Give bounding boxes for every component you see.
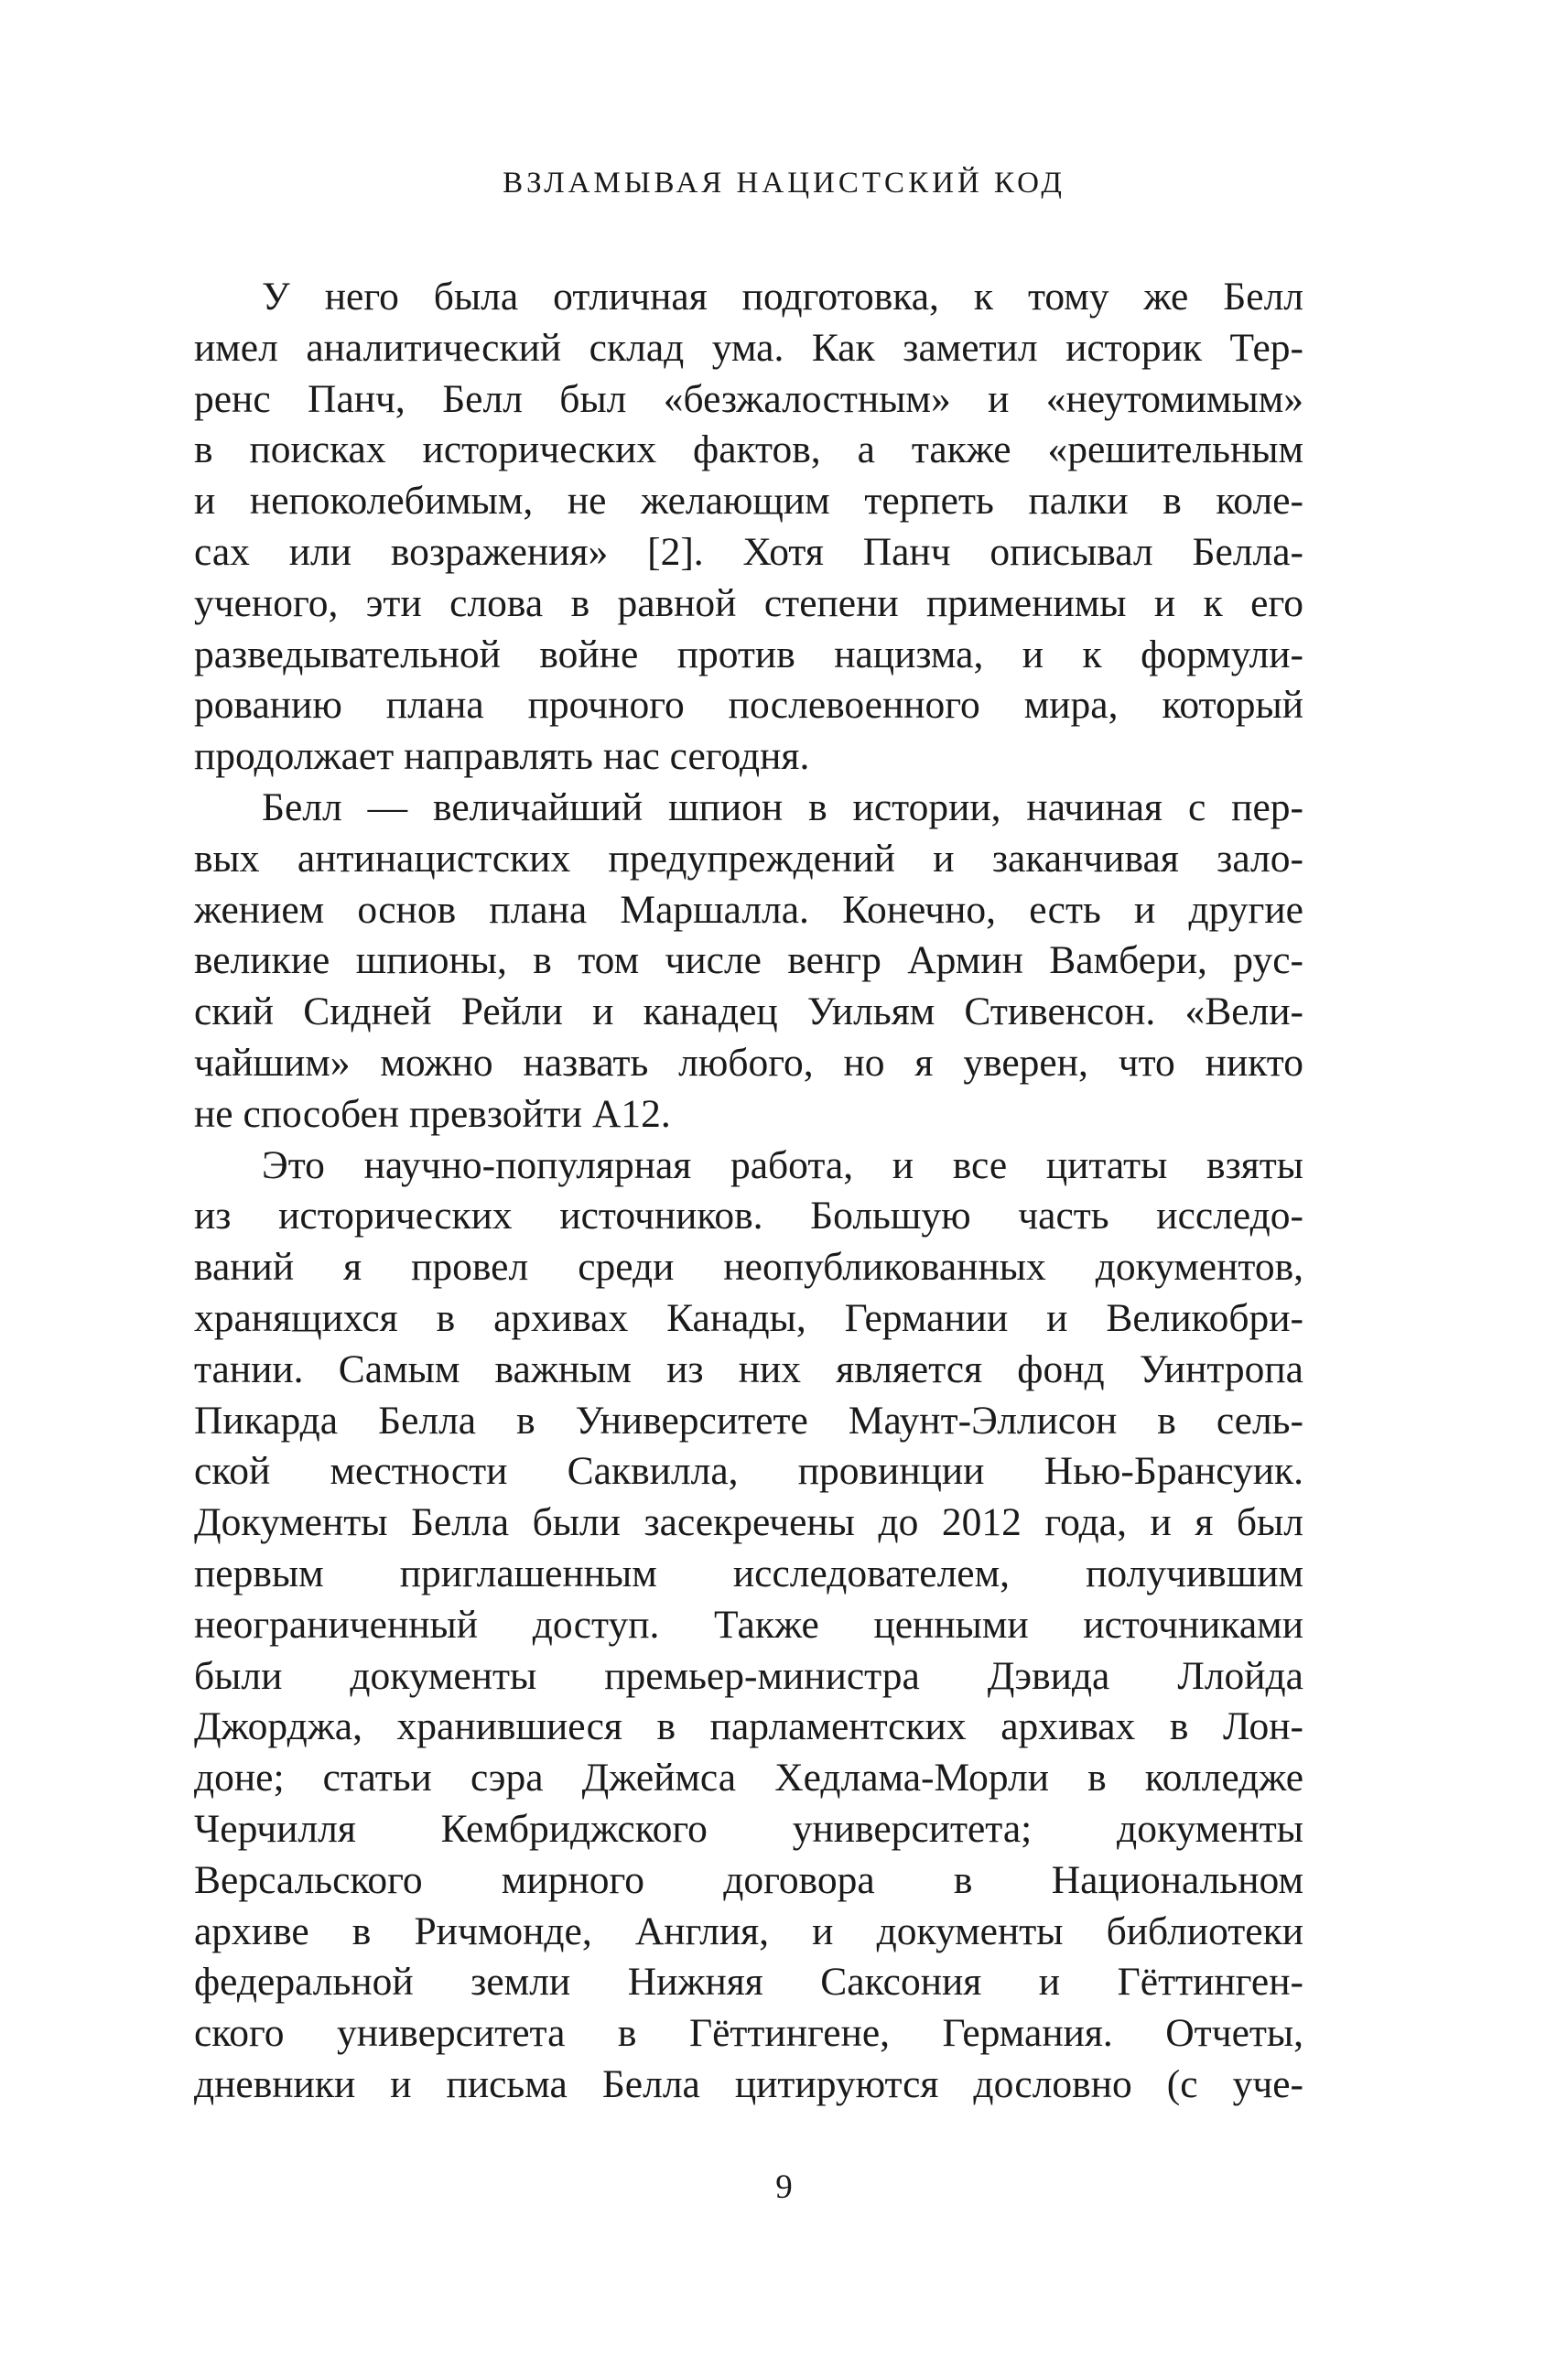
text-line: неограниченный доступ. Также ценными источниками <box>194 1602 1303 1647</box>
text-line: в поисках исторических фактов, а также «решительным <box>194 427 1303 472</box>
paragraph <box>194 1141 1303 2111</box>
text-line: великие шпионы, в том числе венгр Армин Вамбери, рус- <box>194 938 1303 983</box>
text-line: имел аналитический склад ума. Как заметил историк Тер- <box>194 325 1303 370</box>
text-line: Это научно-популярная работа, и все цитаты взяты <box>262 1142 1303 1187</box>
text-line: федеральной земли Нижняя Саксония и Гёттинген- <box>194 1960 1303 2005</box>
running-header: ВЗЛАМЫВАЯ НАЦИСТСКИЙ КОД <box>503 167 1065 200</box>
text-line: Версальского мирного договора в Национальном <box>194 1857 1303 1902</box>
text-line: и непоколебимым, не желающим терпеть палки в коле- <box>194 479 1303 524</box>
text-line: продолжает направлять нас сегодня. <box>194 734 810 779</box>
text-line: Джорджа, хранившиеся в парламентских архивах в Лон- <box>194 1704 1303 1749</box>
text-line: У него была отличная подготовка, к тому же Белл <box>262 275 1303 319</box>
text-line: вых антинацистских предупреждений и заканчивая зало- <box>194 836 1303 881</box>
text-line: ренс Панч, Белл был «безжалостным» и «неутомимым» <box>194 376 1303 421</box>
text-line: ской местности Саквилла, провинции Нью-Брансуик. <box>194 1449 1303 1494</box>
text-line: ский Сидней Рейли и канадец Уильям Стивенсон. «Вели- <box>194 989 1303 1034</box>
text-line: были документы премьер-министра Дэвида Ллойда <box>194 1653 1303 1698</box>
text-line: разведывательной войне против нацизма, и к формули- <box>194 632 1303 676</box>
text-line: хранящихся в архивах Канады, Германии и Великобри- <box>194 1295 1303 1340</box>
page-number: 9 <box>775 2168 793 2206</box>
text-line: чайшим» можно назвать любого, но я уверен, что никто <box>194 1040 1303 1085</box>
text-line: из исторических источников. Большую часть исследо- <box>194 1194 1303 1238</box>
text-line: Документы Белла были засекречены до 2012 года, и я был <box>194 1500 1303 1545</box>
text-line: дневники и письма Белла цитируются дословно (с уче- <box>194 2061 1303 2106</box>
text-line: сах или возражения» [2]. Хотя Панч описывал Белла- <box>194 529 1303 574</box>
text-line: тании. Самым важным из них является фонд Уинтропа <box>194 1346 1303 1391</box>
text-line: рованию плана прочного послевоенного мира, который <box>194 683 1303 728</box>
paragraph <box>194 783 1303 1141</box>
text-line: первым приглашенным исследователем, получившим <box>194 1551 1303 1595</box>
text-line: ского университета в Гёттингене, Германия. Отчеты, <box>194 2011 1303 2056</box>
text-line: не способен превзойти A12. <box>194 1091 671 1136</box>
text-line: ваний я провел среди неопубликованных документов, <box>194 1245 1303 1290</box>
paragraph <box>194 272 1303 783</box>
text-line: Черчилля Кембриджского университета; документы <box>194 1806 1303 1851</box>
text-line: жением основ плана Маршалла. Конечно, есть и другие <box>194 887 1303 932</box>
text-line: Пикарда Белла в Университете Маунт-Эллисон в сель- <box>194 1398 1303 1443</box>
text-line: архиве в Ричмонде, Англия, и документы библиотеки <box>194 1909 1303 1953</box>
text-line: доне; статьи сэра Джеймса Хедлама-Морли в колледже <box>194 1756 1303 1800</box>
body-text <box>194 272 1303 2111</box>
text-line: Белл — величайший шпион в истории, начиная с пер- <box>262 784 1303 829</box>
text-line: ученого, эти слова в равной степени применимы и к его <box>194 580 1303 625</box>
